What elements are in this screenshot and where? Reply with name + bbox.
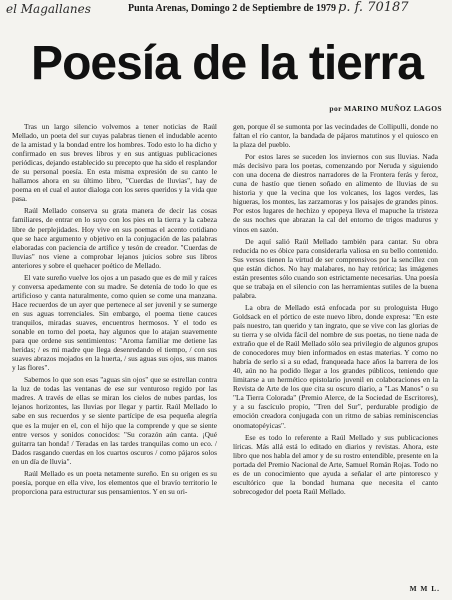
author-initials: M M L.	[409, 584, 440, 593]
paragraph: De aquí salió Raúl Mellado también para cantar. Su obra reducida no es óbice para considerarla valiosa en su bello contenido. Sus versos tienen la virtud de ser comprensivos por la sencillez con que están dichos. No hay malabares, no hay retórica; las imágenes están presentes sólo cuando son estrictamente necesarias. Una poesía que se trabaja en el silencio con las herramientas sutiles de la buena palabra.	[233, 236, 438, 300]
paragraph: Tras un largo silencio volvemos a tener noticias de Raúl Mellado, un poeta del sur cuyas palabras tienen el indudable acento de la amistad y la bondad entre los hombres. Todo esto lo ha dicho y confirmado en sus breves libros y en sus antiguas publicaciones periódicas, dejando establecido su precepto que ha sido el resplandor de su personal poesía. En esta misma expresión de su canto le hallamos ahora en su último libro, "Cuerdas de lluvias", hay de poema en el cual el autor dialoga con los seres queridos y la vida que pasa.	[12, 122, 217, 204]
left-column	[12, 122, 217, 499]
byline: por MARINO MUÑOZ LAGOS	[329, 104, 442, 113]
paragraph: Por estos lares se suceden los inviernos con sus lluvias. Nada más decisivo para los poetas, comenzando por Neruda y siguiendo con una docena de diestros narradores de la Frontera ferás y feroz, cuna de hastío que tienen soñado en alimento de lluvias de su historia y que la vecina que los volcanes, los lagos verdes, las higueras, los montes, las zarzamoras y los paisajes de grandes pinos. Por estos lugares de hechizo y epopeya lleva el mapuche la tristeza de sus noches que abrazan la cal del entorno de trigos maduros y vinos en sazón.	[233, 152, 438, 234]
dateline: Punta Arenas, Domingo 2 de Septiembre de 1979	[128, 3, 336, 14]
paragraph: Sabemos lo que son esas "aguas sin ojos" que se estrellan contra la luz de todas las ventanas de ese sur venturoso regido por las madres. A través de ellas se miran los cielos de nubes pardas, los lejanos horizontes, las lluvias por llegar y partir. Raúl Mellado lo sabe en sus recuerdos y se siente partícipe de esa pequeña alegría que es la mujer en el, con el hijo que la comprende y que se siente entre versos y sonidos conocidos: "Su corazón aún canta. ¡Qué guitarra tan honda! / Teradas en las tardes tranquilas como un eco. / Dados rasgando cuerdas en los cuartos oscuros / como pájaros solos en un día de lluvia".	[12, 375, 217, 466]
paragraph: Ese es todo lo referente a Raúl Mellado y sus publicaciones líricas. Más allá está lo editado en diarios y revistas. Ahora, este libro que nos habla del amor y de su rostro entendible, presente en la portada del Premio Nacional de Arte, Samuel Román Rojas. Todo no es de un conocimiento que ayuda a señalar el arte pintoresco y escultórico que la bondad humana que necesita el canto sobrecogedor del poeta Raúl Mellado.	[233, 432, 438, 496]
article-title: Poesía de la tierra	[31, 37, 423, 90]
paragraph: gen, porque él se sumonta por las vecindades de Collipulli, donde no faltan el río cantor, la bandada de pájaros matutinos y el quiosco en la plaza del pueblo.	[233, 122, 438, 150]
handwritten-source-note: el Magallanes	[6, 2, 91, 16]
paragraph: La obra de Mellado está enfocada por su prologuista Hugo Goldsack en el pórtico de este nuevo libro, donde expresa: "En este país nuestro, tan querido y tan ingrato, que se vive con las glorias de su tierra y se olvida fácil del nombre de sus poetas, no tiene nada de extraño que el de Raúl Mellado sólo sea privilegio de algunos grupos de conocedores muy bien informados en estas materias. Y como no habría de serlo si a su edad, franqueada hace años la barrera de los 40, aún no ha podido llegar a los grandes públicos, teniendo que limitarse a un hermético epistolario juvenil en colaboraciones en la Revista de Arte de los que cita su oscuro diario, a "Las Manos" o su "La Tierra Colorada" (Premio Alerce, de la Sociedad de Escritores), y a su fascículo propio, "Tren del Sur", perdurable prodigio de emoción creadora conjugada con un ritmo de sabias reminiscencias onomatopéyicas".	[233, 302, 438, 430]
right-column	[233, 122, 438, 499]
paragraph: Raúl Mellado es un poeta netamente sureño. En su origen es su poesía, porque en ella vive, los elementos que el bravío territorio le proporciona para estructurar sus pensamientos. Y en su ori-	[12, 468, 217, 496]
handwritten-archive-number: p. f. 70187	[338, 0, 409, 15]
paragraph: Raúl Mellado conserva su grata manera de decir las cosas familiares, de entrar en lo suyo con los pies en la tierra y la cabeza libre de perplejidades. Hoy vive en sus poemas el acento cotidiano que se hace argumento y objetivo en la conjugación de las palabras elaboradas con paciencia de artífice y tesón de creador. "Cuerdas de lluvias" nos viene a comprobar lejanos juicios sobre sus libros anteriores y sobre el quehacer poético de Mellado.	[12, 206, 217, 270]
paragraph: El vate sureño vuelve los ojos a un pasado que es de mil y raíces y conversa apedamente con su madre. Se detenía de todo lo que es artificioso y canta naturalmente, como quien se come una manzana. Hace recuerdos de un ayer que pertenece al ser juvenil y se sumerge en sus aguas torrenciales. Sin embargo, el poema tiene cauces tranquilos, miradas suaves, encuentros hermosos. Y el todo es sonable en torno del poeta, hay algunos que lo atajan suavemente para que ordene sus sentimientos: "Aroma familiar me detiene las heridas; / es mi madre que llega desenredando el tiempo, / con sus suaves abrazos mojados en la huerta, / sus aguas sus ojos, sus manos y las flores".	[12, 272, 217, 373]
